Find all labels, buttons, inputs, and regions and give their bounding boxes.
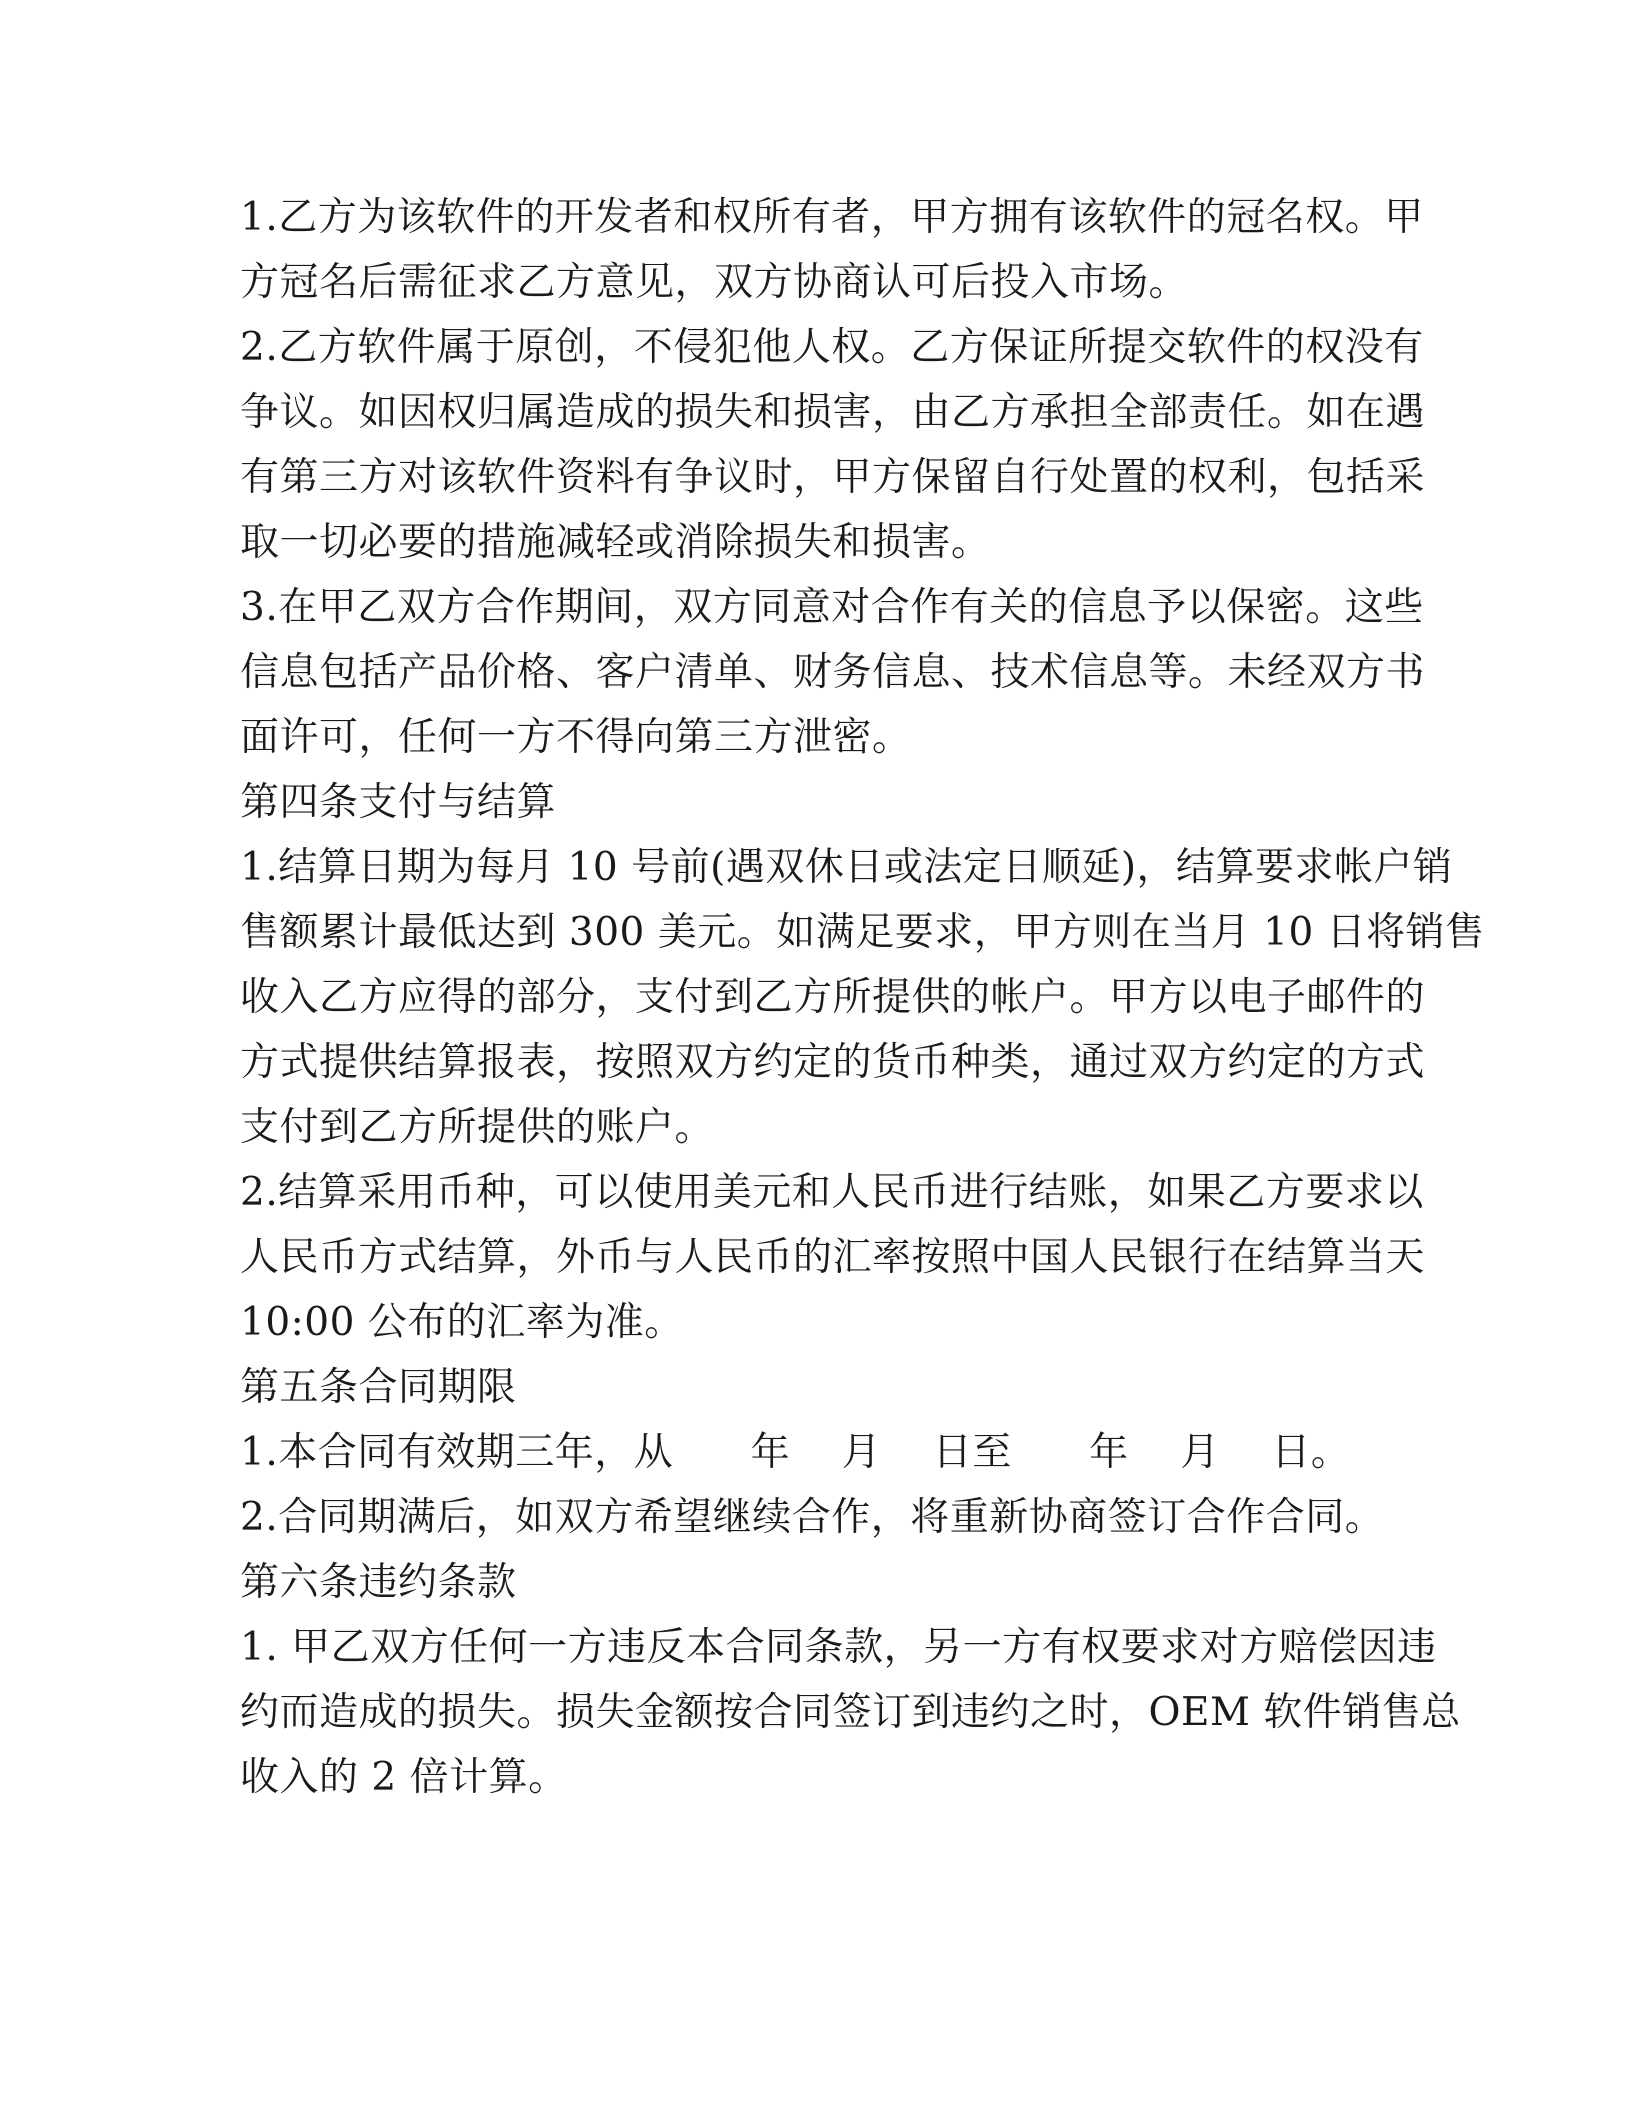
text-line: 有第三方对该软件资料有争议时，甲方保留自行处置的权利，包括采 <box>240 455 1426 500</box>
text-line: 1.本合同有效期三年，从 年 月 日至 年 月 日。 <box>240 1430 1351 1475</box>
text-line: 10:00 公布的汇率为准。 <box>240 1300 684 1345</box>
text-line: 方冠名后需征求乙方意见，双方协商认可后投入市场。 <box>240 260 1189 305</box>
text-line: 售额累计最低达到 300 美元。如满足要求，甲方则在当月 10 日将销售 <box>240 910 1485 955</box>
text-line: 1.乙方为该软件的开发者和权所有者，甲方拥有该软件的冠名权。甲 <box>240 195 1424 240</box>
text-line: 收入的 2 倍计算。 <box>240 1755 568 1800</box>
text-line: 收入乙方应得的部分，支付到乙方所提供的帐户。甲方以电子邮件的 <box>240 975 1426 1020</box>
section-heading: 第六条违约条款 <box>240 1560 517 1605</box>
section-heading: 第五条合同期限 <box>240 1365 517 1410</box>
text-line: 信息包括产品价格、客户清单、财务信息、技术信息等。未经双方书 <box>240 650 1426 695</box>
text-line: 取一切必要的措施减轻或消除损失和损害。 <box>240 520 991 565</box>
text-line: 争议。如因权归属造成的损失和损害，由乙方承担全部责任。如在遇 <box>240 390 1426 435</box>
text-line: 1.结算日期为每月 10 号前(遇双休日或法定日顺延)，结算要求帐户销 <box>240 845 1453 890</box>
text-line: 人民币方式结算，外币与人民币的汇率按照中国人民银行在结算当天 <box>240 1235 1426 1280</box>
text-line: 1. 甲乙双方任何一方违反本合同条款，另一方有权要求对方赔偿因违 <box>240 1625 1437 1670</box>
text-line: 2.结算采用币种，可以使用美元和人民币进行结账，如果乙方要求以 <box>240 1170 1424 1215</box>
text-line: 2.合同期满后，如双方希望继续合作，将重新协商签订合作合同。 <box>240 1495 1385 1540</box>
text-line: 3.在甲乙双方合作期间，双方同意对合作有关的信息予以保密。这些 <box>240 585 1424 630</box>
text-line: 约而造成的损失。损失金额按合同签订到违约之时，OEM 软件销售总 <box>240 1690 1461 1735</box>
text-line: 面许可，任何一方不得向第三方泄密。 <box>240 715 912 760</box>
section-heading: 第四条支付与结算 <box>240 780 557 825</box>
text-line: 支付到乙方所提供的账户。 <box>240 1105 715 1150</box>
text-line: 2.乙方软件属于原创，不侵犯他人权。乙方保证所提交软件的权没有 <box>240 325 1424 370</box>
contract-text-body <box>240 185 1485 1810</box>
text-line: 方式提供结算报表，按照双方约定的货币种类，通过双方约定的方式 <box>240 1040 1426 1085</box>
